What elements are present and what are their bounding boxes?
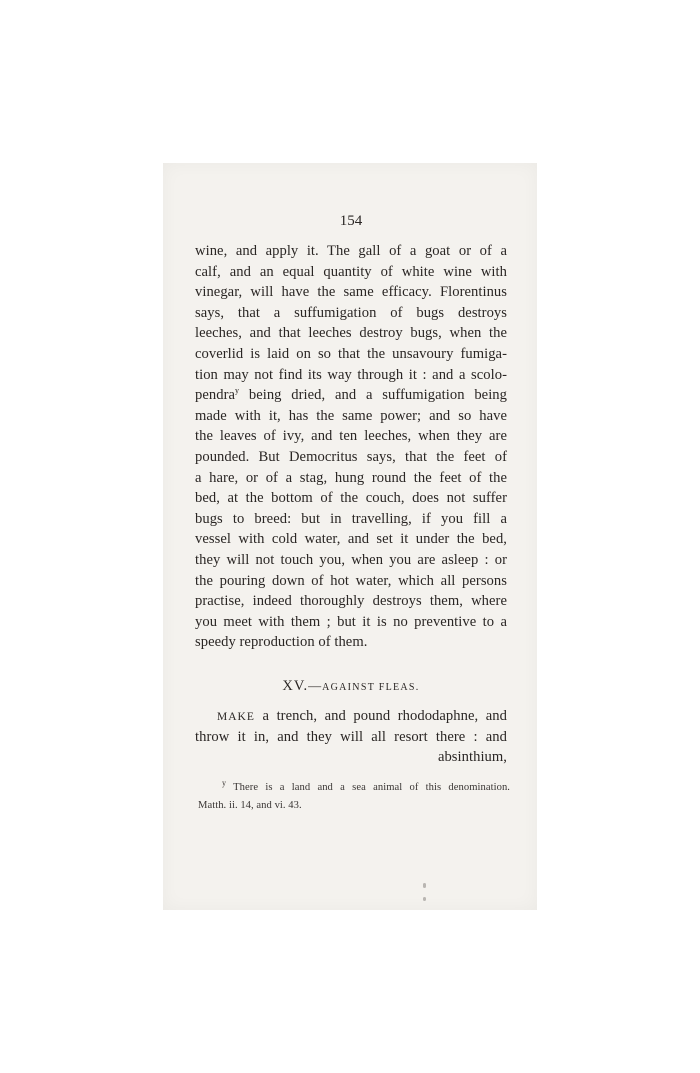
text-fragment: being dried, and a suffumigation being <box>239 387 507 404</box>
text-line: a hare, or of a stag, hung round the feet of the <box>195 469 507 486</box>
speck-mark <box>423 897 426 901</box>
footnote <box>198 779 510 815</box>
opening-word: MAKE <box>217 711 255 723</box>
text-line: they will not touch you, when you are asleep : or <box>195 551 507 568</box>
section-dash: — <box>308 678 323 693</box>
text-line: bugs to breed: but in travelling, if you fill a <box>195 510 507 527</box>
catchword-line: absinthium, <box>437 749 507 766</box>
text-line: vessel with cold water, and set it under the bed, <box>195 531 507 548</box>
text-fragment: pendra <box>195 387 236 404</box>
section-heading <box>195 678 507 695</box>
text-line: says, that a suffumigation of bugs destroys <box>195 304 507 321</box>
body-text <box>195 241 507 653</box>
text-line: the pouring down of hot water, which all persons <box>195 572 507 589</box>
text-line: bed, at the bottom of the couch, does not suffer <box>195 490 507 507</box>
text-line: calf, and an equal quantity of white wine with <box>195 263 507 280</box>
footnote-line: Matth. ii. 14, and vi. 43. <box>198 800 302 811</box>
text-line: tion may not find its way through it : and a scolo- <box>195 366 507 383</box>
section-number: XV. <box>282 678 309 694</box>
text-fragment: a trench, and pound rhododaphne, and <box>254 708 507 724</box>
section-text <box>195 706 507 768</box>
text-line: pounded. But Democritus says, that the feet of <box>195 448 507 465</box>
text-line: coverlid is laid on so that the unsavoury fumiga- <box>195 345 507 362</box>
text-line: practise, indeed thoroughly destroys them, where <box>195 593 507 610</box>
speck-mark <box>423 883 426 888</box>
text-line: leeches, and that leeches destroy bugs, when the <box>195 325 507 342</box>
text-line: vinegar, will have the same efficacy. Florentinus <box>195 284 507 301</box>
text-line: you meet with them ; but it is no preventive to a <box>195 613 507 630</box>
footnote-text: There is a land and a sea animal of this denomination. <box>226 782 510 793</box>
footnote-line <box>198 779 510 797</box>
text-line: made with it, has the same power; and so have <box>195 407 507 424</box>
text-line-with-footnote-ref <box>195 385 507 406</box>
text-line: throw it in, and they will all resort there : and <box>195 728 507 745</box>
section-title: AGAINST FLEAS. <box>322 682 420 693</box>
text-line: wine, and apply it. The gall of a goat or of a <box>195 243 507 259</box>
text-line: the leaves of ivy, and ten leeches, when they are <box>195 428 507 445</box>
text-line <box>195 706 507 727</box>
page-number: 154 <box>339 213 363 229</box>
footnote-reference: y <box>235 386 240 396</box>
text-line: speedy reproduction of them. <box>195 634 368 651</box>
footnote-marker: y <box>222 778 227 788</box>
